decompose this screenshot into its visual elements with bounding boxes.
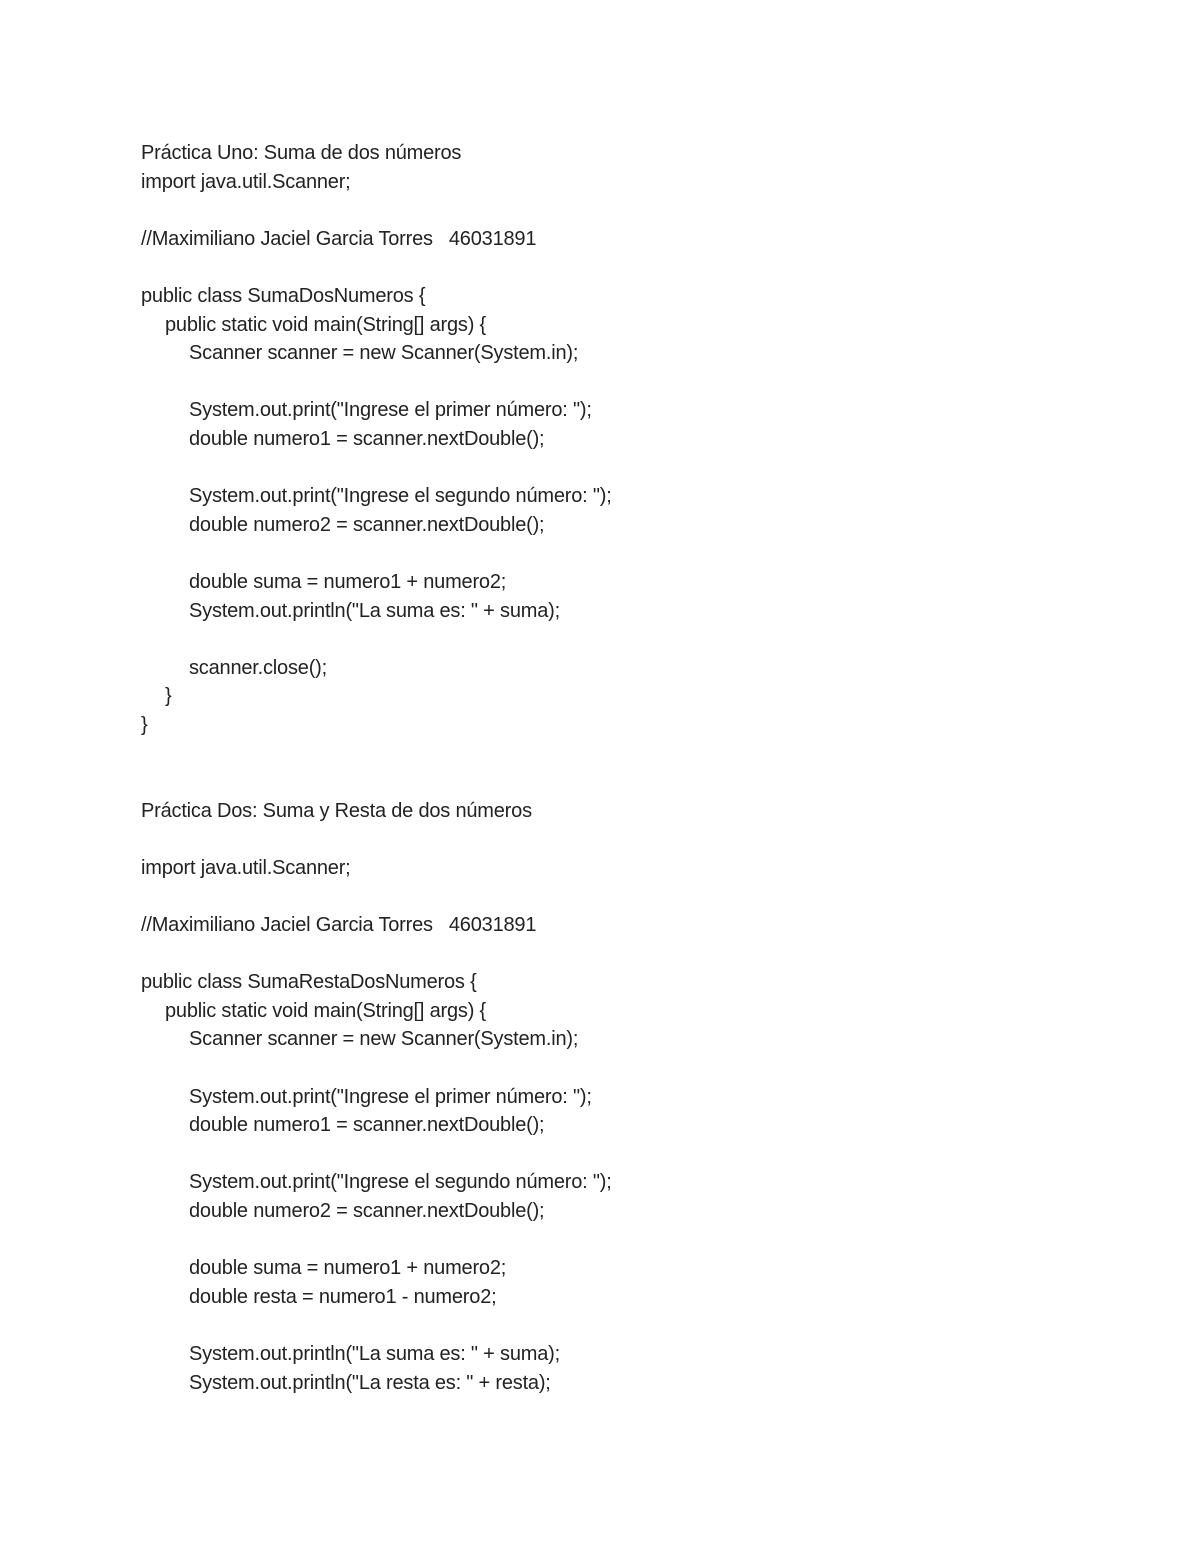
import-statement: import java.util.Scanner; [141, 170, 351, 193]
main-method-declaration: public static void main(String[] args) { [165, 999, 487, 1022]
blank-line [141, 625, 1121, 654]
blank-line [141, 940, 1121, 969]
blank-line [141, 368, 1121, 397]
blank-line [141, 739, 1121, 768]
blank-line [141, 539, 1121, 568]
read-first-number: double numero1 = scanner.nextDouble(); [189, 1114, 545, 1137]
blank-line [141, 196, 1121, 225]
main-close-brace: } [165, 685, 172, 708]
print-sum: System.out.println("La suma es: " + suma); [189, 1342, 560, 1365]
read-second-number: double numero2 = scanner.nextDouble(); [189, 513, 545, 536]
main-method-declaration: public static void main(String[] args) { [165, 313, 487, 336]
class-close-brace: } [141, 713, 148, 736]
print-first-number: System.out.print("Ingrese el primer número: "); [189, 1085, 592, 1108]
blank-line [141, 1311, 1121, 1340]
sum-calculation: double suma = numero1 + numero2; [189, 570, 507, 593]
import-statement: import java.util.Scanner; [141, 856, 351, 879]
print-difference: System.out.println("La resta es: " + resta); [189, 1371, 551, 1394]
author-comment: //Maximiliano Jaciel Garcia Torres 46031891 [141, 914, 537, 937]
blank-line [141, 454, 1121, 483]
read-second-number: double numero2 = scanner.nextDouble(); [189, 1199, 545, 1222]
read-first-number: double numero1 = scanner.nextDouble(); [189, 427, 545, 450]
scanner-close: scanner.close(); [189, 656, 327, 679]
blank-line [141, 1140, 1121, 1169]
author-comment: //Maximiliano Jaciel Garcia Torres 46031891 [141, 227, 537, 250]
blank-line [141, 1226, 1121, 1255]
class-declaration: public class SumaRestaDosNumeros { [141, 971, 477, 994]
blank-line [141, 768, 1121, 797]
blank-line [141, 882, 1121, 911]
print-sum: System.out.println("La suma es: " + suma); [189, 599, 560, 622]
difference-calculation: double resta = numero1 - numero2; [189, 1285, 497, 1308]
print-second-number: System.out.print("Ingrese el segundo número: "); [189, 485, 612, 508]
blank-line [141, 253, 1121, 282]
print-first-number: System.out.print("Ingrese el primer número: "); [189, 399, 592, 422]
sum-calculation: double suma = numero1 + numero2; [189, 1257, 507, 1280]
practica-uno-title: Práctica Uno: Suma de dos números [141, 142, 462, 164]
print-second-number: System.out.print("Ingrese el segundo número: "); [189, 1171, 612, 1194]
scanner-declaration: Scanner scanner = new Scanner(System.in); [189, 342, 579, 365]
scanner-declaration: Scanner scanner = new Scanner(System.in); [189, 1028, 579, 1051]
document-body [141, 139, 1121, 1397]
blank-line [141, 825, 1121, 854]
practica-dos-title: Práctica Dos: Suma y Resta de dos números [141, 799, 532, 822]
class-declaration: public class SumaDosNumeros { [141, 284, 426, 307]
blank-line [141, 1054, 1121, 1083]
